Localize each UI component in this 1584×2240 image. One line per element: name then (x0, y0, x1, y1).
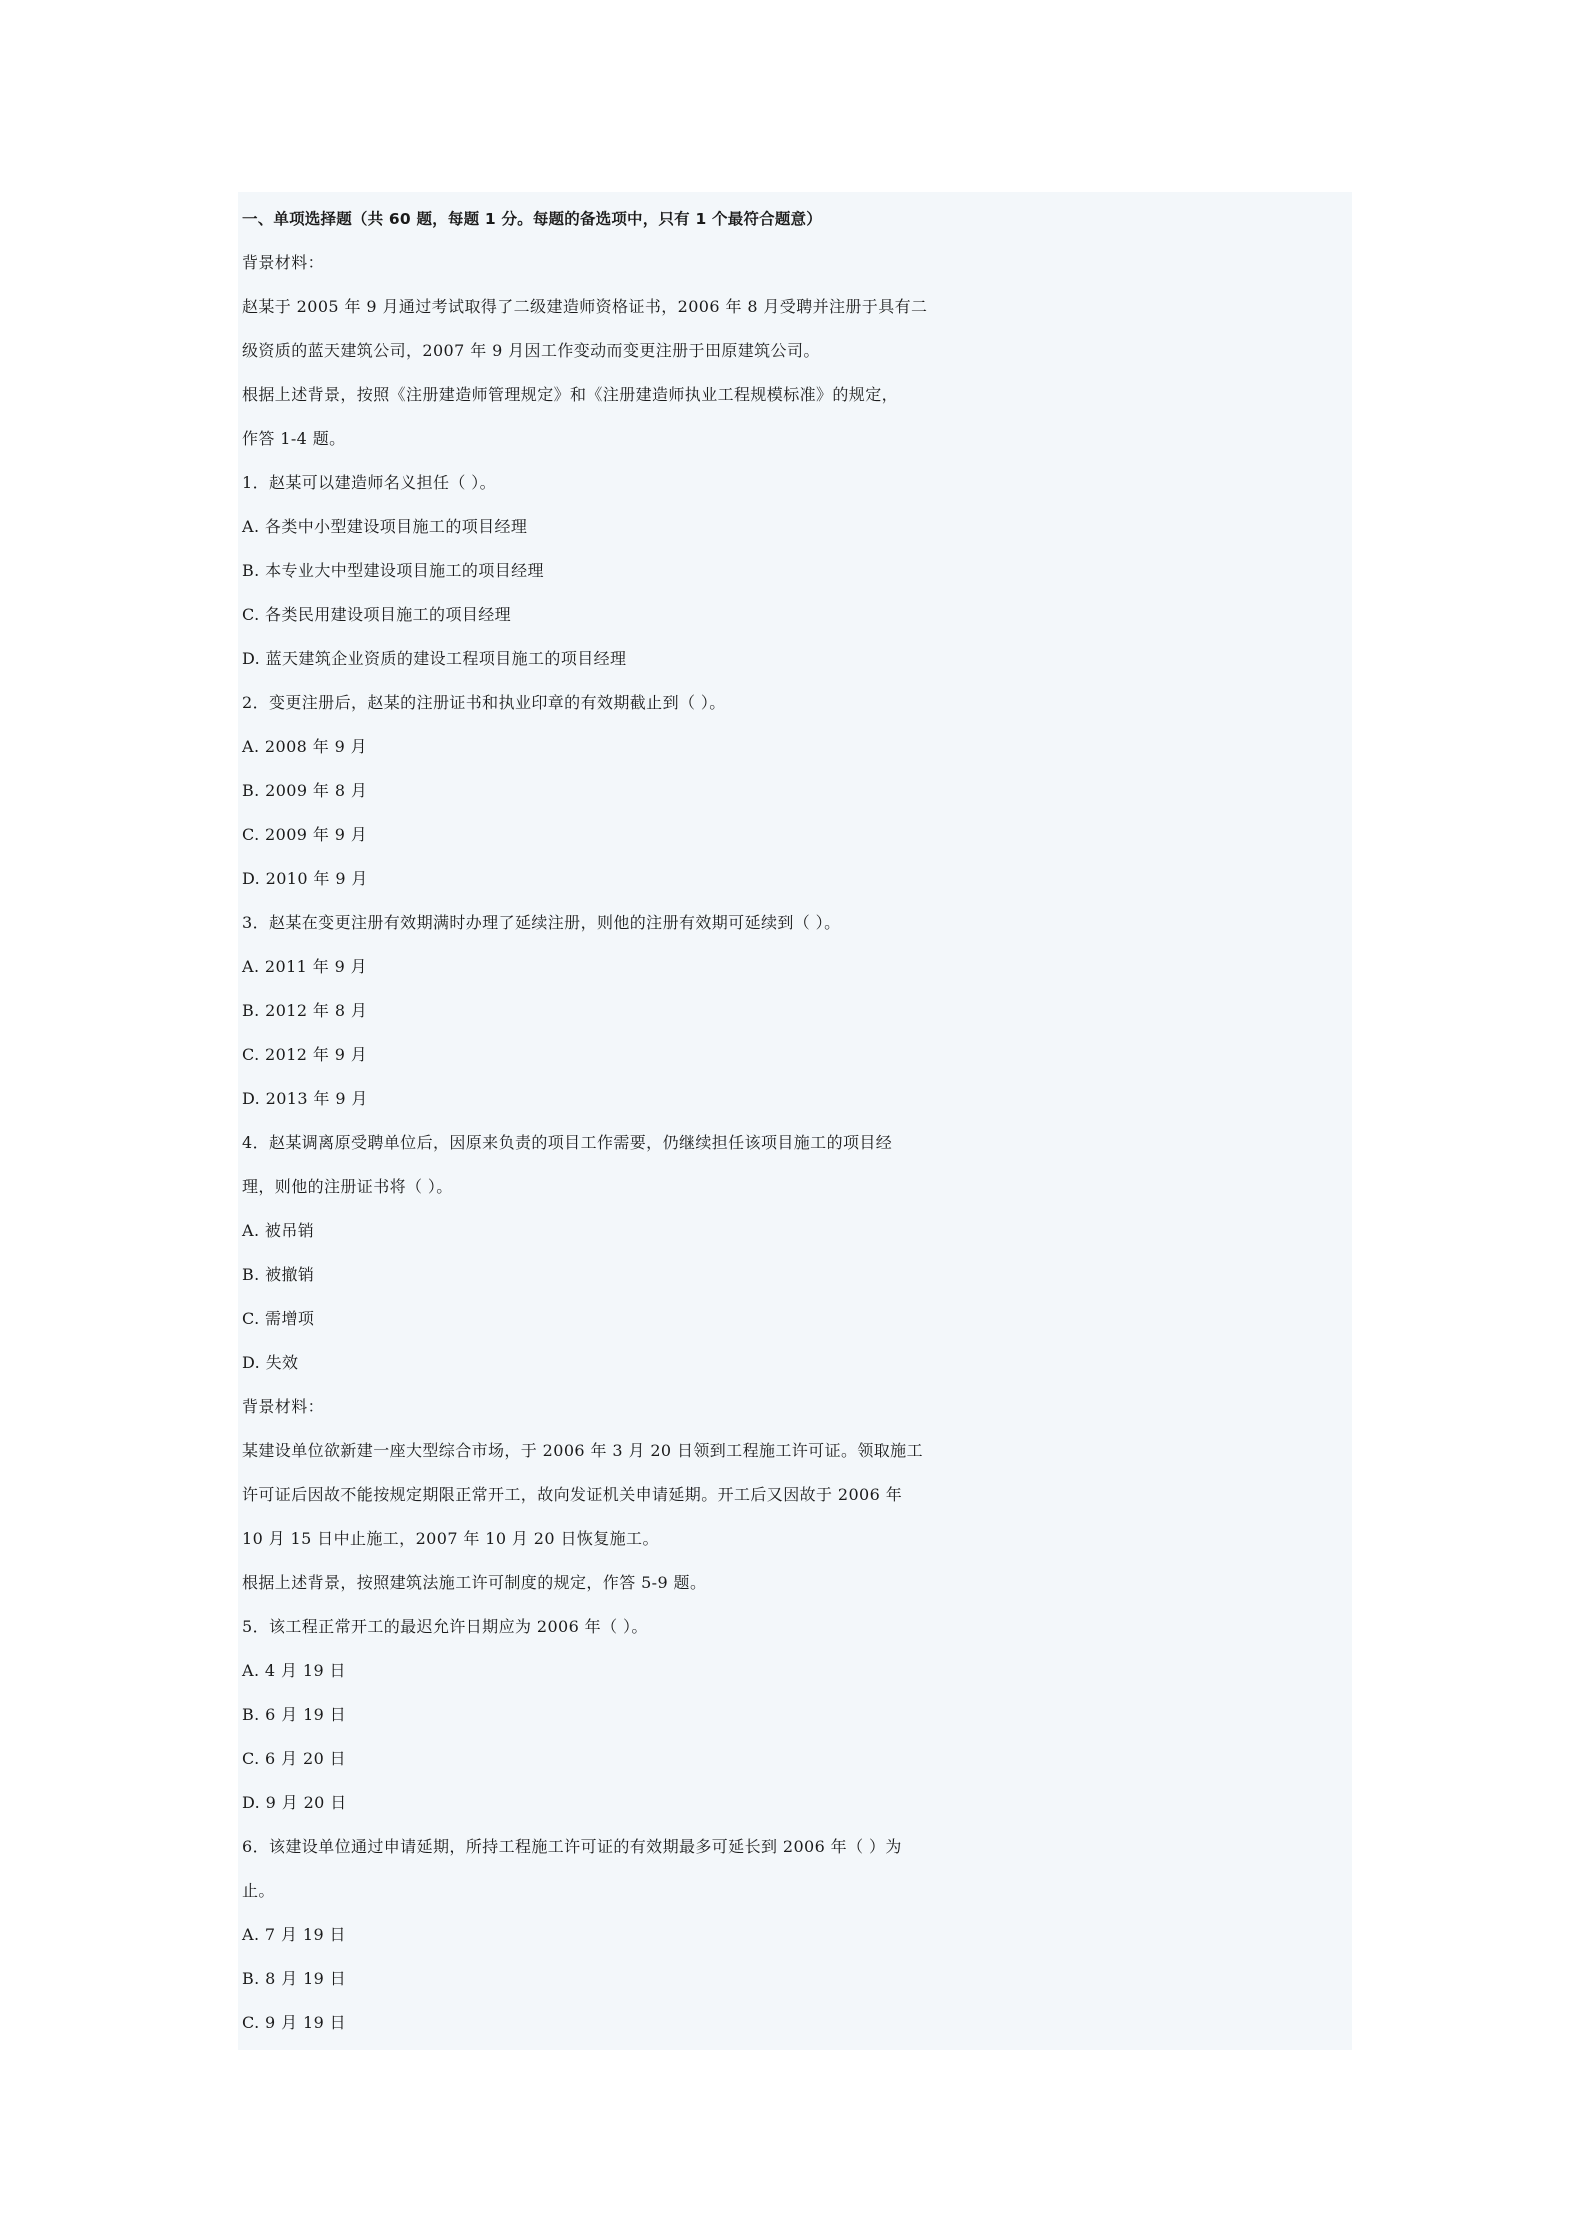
question-option: A. 4 月 19 日 (242, 1661, 346, 1680)
question-option: C. 2009 年 9 月 (242, 825, 368, 844)
question-option: C. 2012 年 9 月 (242, 1045, 368, 1064)
question-option: D. 蓝天建筑企业资质的建设工程项目施工的项目经理 (242, 649, 627, 668)
question-2 (242, 681, 1350, 901)
background-material-2 (242, 1385, 1350, 1605)
question-option: B. 8 月 19 日 (242, 1969, 347, 1988)
background-text-line: 某建设单位欲新建一座大型综合市场，于 2006 年 3 月 20 日领到工程施工许可证。领取施工 (242, 1441, 923, 1460)
question-option: D. 9 月 20 日 (242, 1793, 347, 1812)
question-option: B. 2009 年 8 月 (242, 781, 368, 800)
section-heading: 一、单项选择题（共 60 题，每题 1 分。每题的备选项中，只有 1 个最符合题意） (242, 210, 822, 228)
question-1 (242, 461, 1350, 681)
question-stem: 3．赵某在变更注册有效期满时办理了延续注册，则他的注册有效期可延续到（ ）。 (242, 913, 841, 932)
question-option: B. 被撤销 (242, 1265, 315, 1284)
question-stem: 2．变更注册后，赵某的注册证书和执业印章的有效期截止到（ ）。 (242, 693, 726, 712)
question-option: A. 各类中小型建设项目施工的项目经理 (242, 517, 528, 536)
question-option: C. 9 月 19 日 (242, 2013, 347, 2032)
question-3 (242, 901, 1350, 1121)
question-option: D. 2010 年 9 月 (242, 869, 368, 888)
question-6 (242, 1825, 1350, 2045)
question-5 (242, 1605, 1350, 1825)
question-option: C. 6 月 20 日 (242, 1749, 347, 1768)
background-text-line: 赵某于 2005 年 9 月通过考试取得了二级建造师资格证书，2006 年 8 月受聘并注册于具有二 (242, 297, 928, 316)
question-option: C. 各类民用建设项目施工的项目经理 (242, 605, 512, 624)
question-stem: 1．赵某可以建造师名义担任（ ）。 (242, 473, 497, 492)
background-material-1 (242, 241, 1350, 461)
instruction-line: 根据上述背景，按照《注册建造师管理规定》和《注册建造师执业工程规模标准》的规定， (242, 385, 899, 404)
background-label: 背景材料： (242, 1397, 325, 1416)
question-option: A. 被吊销 (242, 1221, 315, 1240)
question-option: B. 本专业大中型建设项目施工的项目经理 (242, 561, 544, 580)
question-option: D. 2013 年 9 月 (242, 1089, 368, 1108)
background-text-line: 级资质的蓝天建筑公司，2007 年 9 月因工作变动而变更注册于田原建筑公司。 (242, 341, 820, 360)
question-option: A. 7 月 19 日 (242, 1925, 346, 1944)
question-option: A. 2008 年 9 月 (242, 737, 368, 756)
question-option: D. 失效 (242, 1353, 299, 1372)
question-stem: 5．该工程正常开工的最迟允许日期应为 2006 年（ ）。 (242, 1617, 648, 1636)
question-stem: 理，则他的注册证书将（ ）。 (242, 1177, 453, 1196)
question-stem: 4．赵某调离原受聘单位后，因原来负责的项目工作需要，仍继续担任该项目施工的项目经 (242, 1133, 893, 1152)
question-option: B. 2012 年 8 月 (242, 1001, 368, 1020)
document-content (242, 197, 1350, 2045)
question-stem: 止。 (242, 1881, 275, 1900)
background-text-line: 10 月 15 日中止施工，2007 年 10 月 20 日恢复施工。 (242, 1529, 659, 1548)
question-stem: 6．该建设单位通过申请延期，所持工程施工许可证的有效期最多可延长到 2006 年（ ）为 (242, 1837, 902, 1856)
background-text-line: 许可证后因故不能按规定期限正常开工，故向发证机关申请延期。开工后又因故于 2006 年 (242, 1485, 903, 1504)
instruction-line: 根据上述背景，按照建筑法施工许可制度的规定，作答 5-9 题。 (242, 1573, 707, 1592)
instruction-line: 作答 1-4 题。 (242, 429, 346, 448)
question-4 (242, 1121, 1350, 1385)
question-option: C. 需增项 (242, 1309, 315, 1328)
question-option: A. 2011 年 9 月 (242, 957, 368, 976)
question-option: B. 6 月 19 日 (242, 1705, 347, 1724)
background-label: 背景材料： (242, 253, 325, 272)
